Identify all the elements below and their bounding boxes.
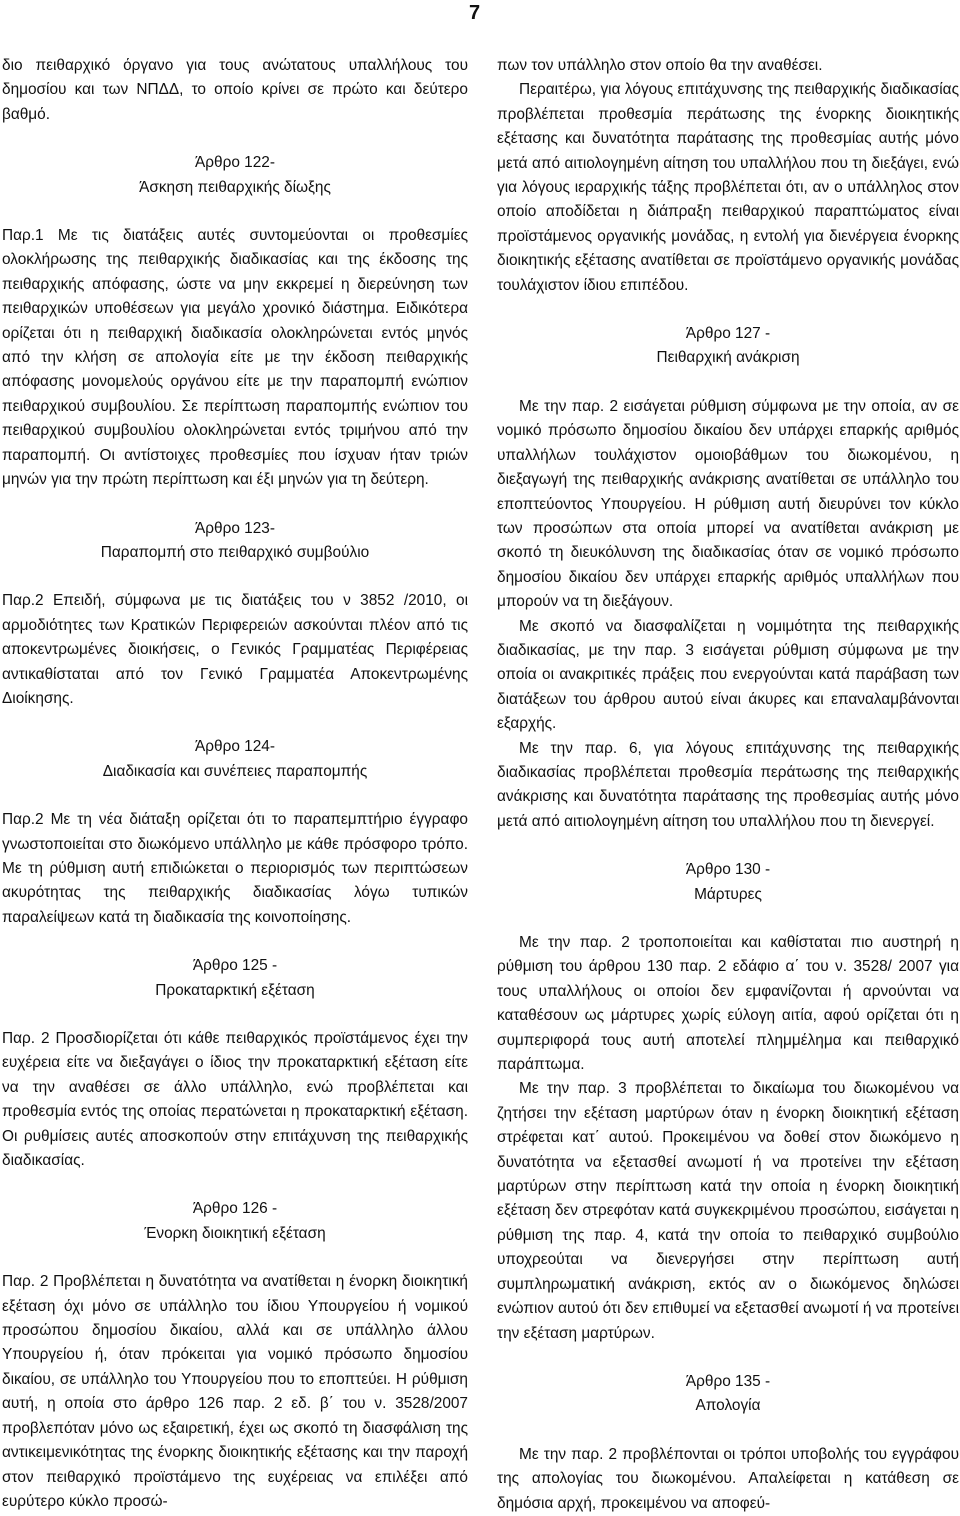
article-127-paragraph-1: Με την παρ. 2 εισάγεται ρύθμιση σύμφωνα με την οποία, αν σε νομικό πρόσωπο δημοσίου δικαίου δεν υπάρχει επαρκής αριθμός υπαλλήλων τουλάχιστον ομοιοβάθμων του διωκομένου, η διεξαγωγή της πειθαρχικής ανάκρισης ανατίθεται σε υπάλληλο του εποπτεύοντος Υπουργείου. Η ρύθμιση αυτή διευρύνει τον κύκλο των προσώπων στα οποία μπορεί να ανατίθεται ανάκριση με σκοπό τη διευκόλυνση της διαδικασίας όταν σε νομικό πρόσωπο δημοσίου δικαίου δεν υπάρχει επαρκής αριθμός υπαλλήλων που μπορούν να τη διεξάγουν. bbox=[497, 397, 959, 611]
article-125-paragraph: Παρ. 2 Προσδιορίζεται ότι κάθε πειθαρχικός προϊστάμενος έχει την ευχέρεια είτε να διεξαγάγει ο ίδιος την προκαταρκτική εξέταση είτε να την αναθέσει σε άλλο υπάλληλο, ενώ προβλέπεται και προθεσμία εντός της οποίας περατώνεται η προκαταρκτική εξέταση. Οι ρυθμίσεις αυτές αποσκοπούν στην επιτάχυνση της πειθαρχικής διαδικασίας. bbox=[2, 1030, 468, 1170]
article-127-paragraph-3: Με την παρ. 6, για λόγους επιτάχυνσης της πειθαρχικής διαδικασίας προβλέπεται προθεσμία περάτωσης της πειθαρχικής ανάκρισης και δυνατότητα παράτασης της προθεσμίας αυτής μόνο μετά από αιτιολογημένη αίτηση του υπαλλήλου που τη διενεργεί. bbox=[497, 739, 959, 830]
article-122-paragraph: Παρ.1 Με τις διατάξεις αυτές συντομεύονται οι προθεσμίες ολοκλήρωσης της πειθαρχικής διαδικασίας και της έκδοσης της πειθαρχικής απόφασης, ώστε να μην εκκρεμεί η διερεύνηση των πειθαρχικών υποθέσεων για μεγάλο χρονικό διάστημα. Ειδικότερα ορίζεται ότι η πειθαρχική διαδικασία ολοκληρώνεται εντός μηνός από την κλήση σε απολογία είτε με την έκδοση πειθαρχικής απόφασης μονομελούς οργάνου είτε με την παραπομπή ενώπιον πειθαρχικού συμβουλίου. Σε περίπτωση παραπομπής ενώπιον του πειθαρχικού συμβουλίου ολοκληρώνεται εντός τριμήνου από την παραπομπή. Οι αντίστοιχες προθεσμίες που ίσχυαν ήταν τριών μηνών για την πρώτη περίπτωση και έξι μηνών για τη δεύτερη. bbox=[2, 227, 468, 489]
article-124-title: Διαδικασία και συνέπειες παραπομπής bbox=[102, 762, 368, 780]
article-126-number: Άρθρο 126 - bbox=[192, 1200, 278, 1218]
page-number: 7 bbox=[469, 2, 481, 24]
article-130-paragraph-2: Με την παρ. 3 προβλέπεται το δικαίωμα του διωκομένου να ζητήσει την εξέταση μαρτύρων όταν η ένορκη διοικητική εξέταση στρέφεται κατ΄ αυτού. Προκειμένου να δοθεί στον διωκόμενο η δυνατότητα να εξετασθεί ανωμοτί ή να προτείνει την εξέταση μαρτύρων στην περίπτωση κατά την οποία η ένορκη διοικητική εξέταση δεν στρεφόταν κατά συγκεκριμένου προσώπου, εισάγεται η ρύθμιση της παρ. 4, κατά την οποία το πειθαρχικό συμβούλιο υποχρεούται να διενεργήσει στην περίπτωση αυτή συμπληρωματική ανάκριση, εκτός αν ο διωκόμενος δηλώσει ενώπιον αυτού ότι δεν επιθυμεί να εξετασθεί ανωμοτί ή να προτείνει την εξέταση μαρτύρων. bbox=[497, 1080, 959, 1342]
article-127-paragraph-2: Με σκοπό να διασφαλίζεται η νομιμότητα της πειθαρχικής διαδικασίας, με την παρ. 3 εισάγεται ρύθμιση σύμφωνα με την οποία οι ανακριτικές πράξεις που ενεργούνται κατά παράβαση των διατάξεων του άρθρου αυτού είναι άκυρες και επαναλαμβάνονται εξαρχής. bbox=[497, 617, 959, 733]
article-122-number: Άρθρο 122- bbox=[195, 154, 275, 172]
paragraph-further: Περαιτέρω, για λόγους επιτάχυνσης της πειθαρχικής διαδικασίας προβλέπεται προθεσμία περάτωσης της ένορκης διοικητικής εξέτασης και δυνατότητα παράτασης της προθεσμίας αυτής μόνο μετά από αιτιολογημένη αίτηση του υπαλλήλου που τη διεξάγει, ενώ για λόγους ιεραρχικής τάξης προβλέπεται ότι, αν ο υπάλληλος στον οποίο αποδίδεται η διάπραξη πειθαρχικού παραπτώματος είναι προϊστάμενος οργανικής μονάδας, η εντολή για διενέργεια ένορκης διοικητικής εξέτασης ανατίθεται σε προϊστάμενο οργανικής μονάδας τουλάχιστον ίδιου επιπέδου. bbox=[497, 81, 959, 294]
article-126-paragraph: Παρ. 2 Προβλέπεται η δυνατότητα να ανατίθεται η ένορκη διοικητική εξέταση όχι μόνο σε υπάλληλο του ίδιου Υπουργείου ή νομικού προσώπου δημοσίου δικαίου, αλλά και σε υπάλληλο άλλου Υπουργείου ή, όταν πρόκειται για νομικό πρόσωπο δημοσίου δικαίου, σε υπάλληλο του Υπουργείου που το εποπτεύει. Η ρύθμιση αυτή, η οποία στο άρθρο 126 παρ. 2 εδ. β΄ του ν. 3528/2007 προβλεπόταν μόνο ως εξαιρετική, έχει ως σκοπό τη διασφάλιση της αντικειμενικότητας της ένορκης διοικητικής εξέτασης και την παροχή στον πειθαρχικό προϊστάμενο της ευχέρειας να επιλέξει από ευρύτερο κύκλο προσώ- bbox=[2, 1273, 468, 1510]
paragraph-intro: διο πειθαρχικό όργανο για τους ανώτατους υπαλλήλους του δημοσίου και των ΝΠΔΔ, το οποίο κρίνει σε πρώτο και δεύτερο βαθμό. bbox=[2, 57, 468, 123]
article-125-number: Άρθρο 125 - bbox=[192, 957, 278, 975]
article-126-title: Ένορκη διοικητική εξέταση bbox=[144, 1224, 326, 1242]
article-135-title: Απολογία bbox=[695, 1397, 761, 1415]
right-column bbox=[497, 54, 959, 1516]
article-124-number: Άρθρο 124- bbox=[195, 738, 275, 756]
article-127-heading bbox=[497, 322, 959, 371]
article-127-number: Άρθρο 127 - bbox=[685, 325, 771, 343]
article-123-title: Παραπομπή στο πειθαρχικό συμβούλιο bbox=[100, 543, 370, 561]
article-124-paragraph: Παρ.2 Με τη νέα διάταξη ορίζεται ότι το παραπεμπτήριο έγγραφο γνωστοποιείται στο διωκόμενο υπάλληλο με κάθε πρόσφορο τρόπο. Με τη ρύθμιση αυτή επιδιώκεται ο περιορισμός των περιπτώσεων ακυρότητας της πειθαρχικής διαδικασίας λόγω τυπικών παραλείψεων κατά τη διαδικασία της κοινοποίησης. bbox=[2, 811, 468, 926]
article-130-paragraph-1: Με την παρ. 2 τροποποιείται και καθίσταται πιο αυστηρή η ρύθμιση του άρθρου 130 παρ. 2 εδάφιο α΄ του ν. 3528/ 2007 για τους υπαλλήλους οι οποίοι δεν εμφανίζονται ή αρνούνται να καταθέσουν ως μάρτυρες χωρίς εύλογη αιτία, αφού ορίζεται ότι η συμπεριφορά τους αυτή αποτελεί πλημμέλημα και πειθαρχικό παράπτωμα. bbox=[497, 934, 959, 1074]
article-125-heading bbox=[2, 954, 468, 1003]
article-135-number: Άρθρο 135 - bbox=[685, 1372, 771, 1390]
article-123-number: Άρθρο 123- bbox=[195, 519, 275, 537]
article-130-number: Άρθρο 130 - bbox=[685, 861, 771, 879]
article-130-heading bbox=[497, 858, 959, 907]
left-column bbox=[2, 54, 468, 1514]
article-135-heading bbox=[497, 1370, 959, 1419]
article-127-title: Πειθαρχική ανάκριση bbox=[656, 349, 800, 367]
article-130-title: Μάρτυρες bbox=[694, 885, 762, 903]
article-122-title: Άσκηση πειθαρχικής δίωξης bbox=[139, 178, 331, 196]
article-122-heading bbox=[2, 151, 468, 200]
article-123-paragraph: Παρ.2 Επειδή, σύμφωνα με τις διατάξεις του ν 3852 /2010, οι αρμοδιότητες των Κρατικών Περιφερειών ασκούνται πλέον από τις αποκεντρωμένες διοικήσεις, ο Γενικός Γραμματέας Περιφέρειας αντικαθίσταται από τον Γενικό Γραμματέα Αποκεντρωμένης Διοίκησης. bbox=[2, 592, 468, 707]
article-123-heading bbox=[2, 517, 468, 566]
article-126-heading bbox=[2, 1197, 468, 1246]
article-125-title: Προκαταρκτική εξέταση bbox=[155, 981, 315, 999]
paragraph-continued: πων τον υπάλληλο στον οποίο θα την αναθέσει. bbox=[497, 57, 823, 74]
article-135-paragraph: Με την παρ. 2 προβλέπονται οι τρόποι υποβολής του εγγράφου της απολογίας του διωκομένου. Απαλείφεται η κατάθεση σε δημόσια αρχή, προκειμένου να αποφεύ- bbox=[497, 1445, 959, 1512]
article-124-heading bbox=[2, 735, 468, 784]
